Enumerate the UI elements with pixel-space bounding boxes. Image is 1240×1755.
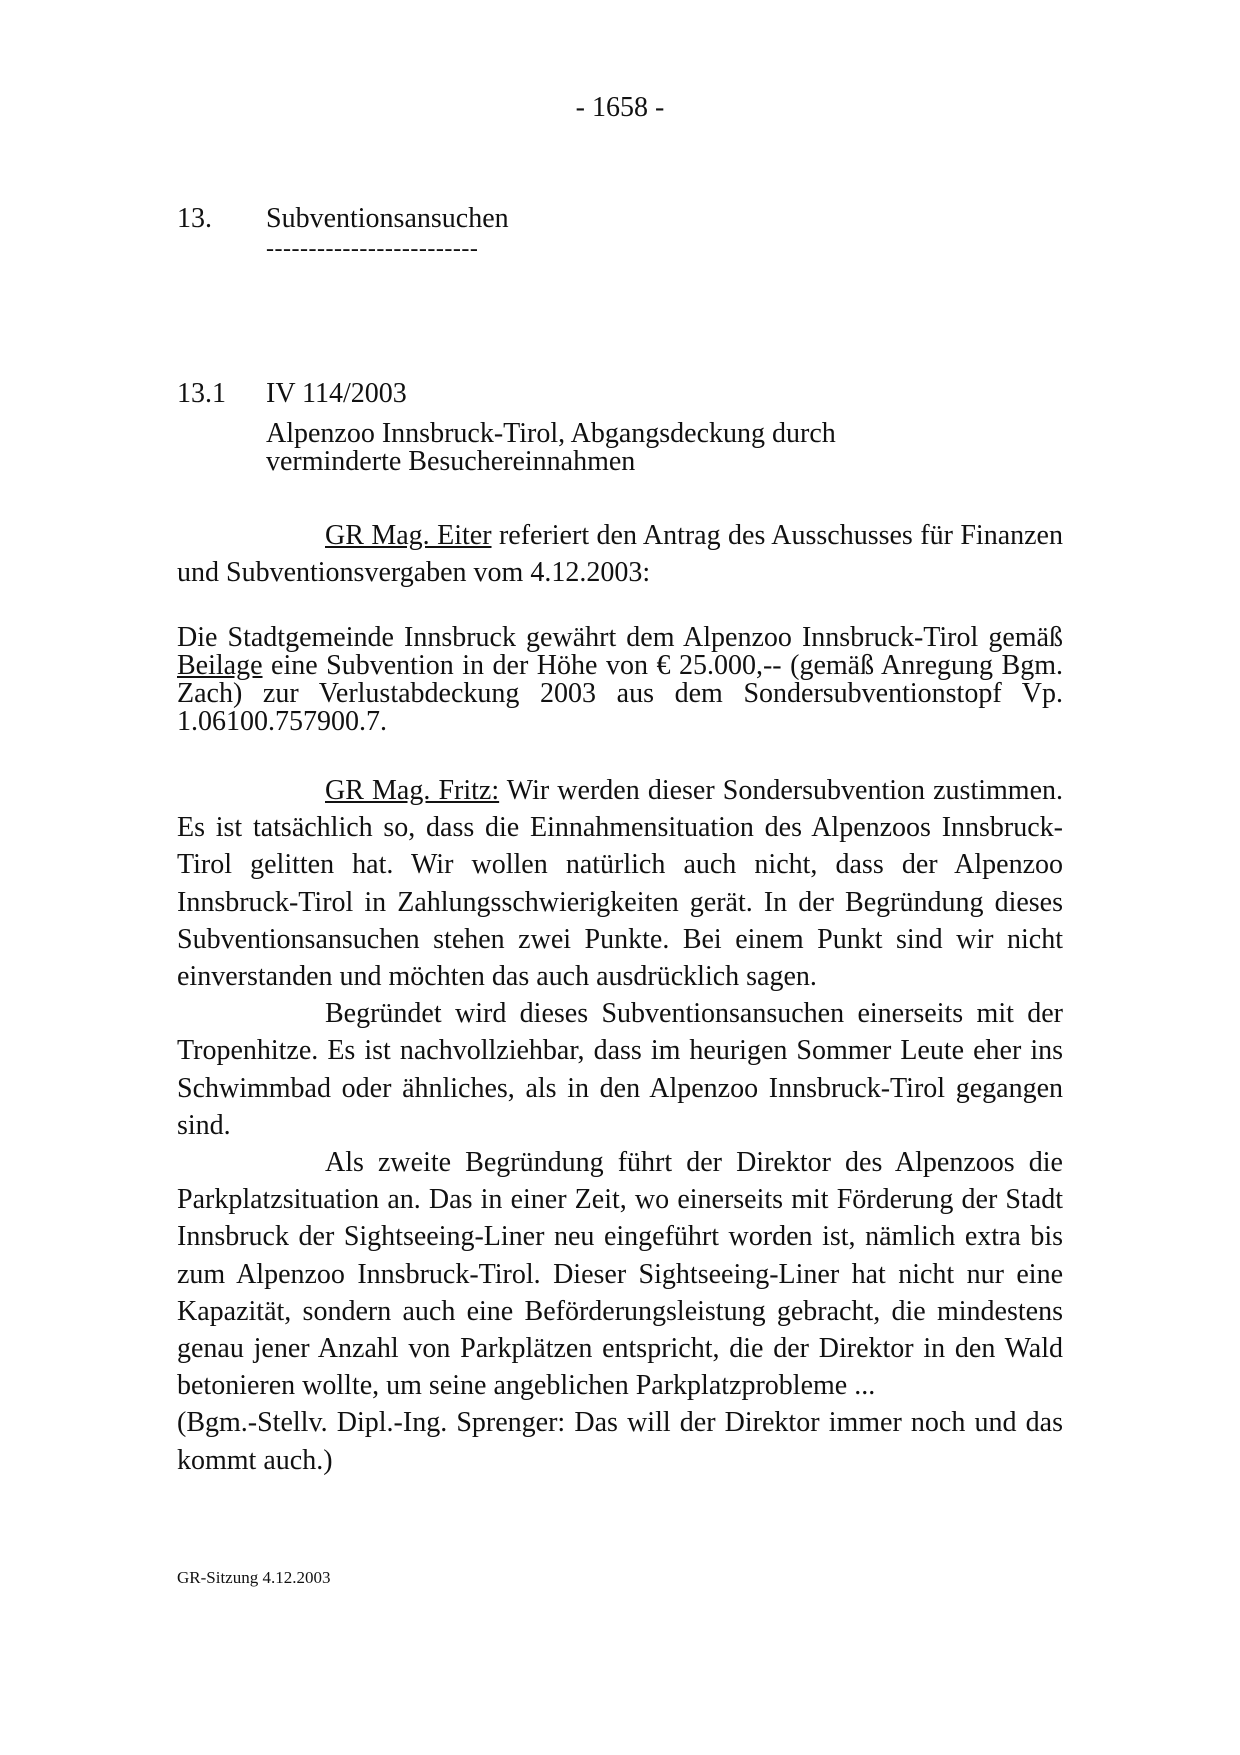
page-number: - 1658 - — [575, 92, 665, 123]
motion-text-part1: Die Stadtgemeinde Innsbruck gewährt dem Alpenzoo Innsbruck-Tirol gemäß — [177, 622, 1063, 653]
intro-paragraph — [177, 517, 1063, 591]
speech-paragraph-1 — [177, 772, 1063, 995]
intro-text: referiert den Antrag des Ausschusses für Finanzen und Subventionsvergaben vom 4.12.2003: — [177, 520, 1063, 589]
beilage-link: Beilage — [177, 650, 263, 681]
interjection: (Bgm.-Stellv. Dipl.-Ing. Sprenger: Das will der Direktor immer noch und das kommt auch.) — [177, 1407, 1063, 1476]
speech-paragraph-2: Begründet wird dieses Subventionsansuchen einerseits mit der Tropenhitze. Es ist nachvollziehbar, dass im heurigen Sommer Leute eher ins Schwimmbad oder ähnliches, als in den Alpenzoo Innsbruck-Tirol gegangen sind. — [177, 998, 1063, 1141]
subsection-number: 13.1 — [177, 378, 226, 409]
subsection-description — [266, 420, 966, 476]
motion-paragraph — [177, 624, 1063, 736]
footer-session-date: GR-Sitzung 4.12.2003 — [177, 1568, 331, 1587]
subsection-description-line1: Alpenzoo Innsbruck-Tirol, Abgangsdeckung durch — [266, 418, 836, 449]
speech-paragraph-3: Als zweite Begründung führt der Direktor des Alpenzoos die Parkplatzsituation an. Das in einer Zeit, wo einerseits mit Förderung der Stadt Innsbruck der Sightseeing-Liner neu eingeführt worden ist, nämlich extra bis zum Alpenzoo Innsbruck-Tirol. Dieser Sightseeing-Liner hat nicht nur eine Kapazität, sondern auch eine Beförderungsleistung gebracht, die mindestens genau jener Anzahl von Parkplätzen entspricht, die der Direktor in den Wald betonieren wollte, um seine angeblichen Parkplatzprobleme ... — [177, 1147, 1063, 1402]
section-number: 13. — [177, 203, 212, 234]
subsection-reference: IV 114/2003 — [266, 378, 407, 409]
section-title-rule: ------------------------- — [266, 236, 479, 262]
speech-text-1: Wir werden dieser Sondersubvention zustimmen. Es ist tatsächlich so, dass die Einnahmensituation des Alpenzoos Innsbruck-Tirol gelitten hat. Wir wollen natürlich auch nicht, dass der Alpenzoo Innsbruck-Tirol in Zahlungsschwierigkeiten gerät. In der Begründung dieses Subventionsansuchen stehen zwei Punkte. Bei einem Punkt sind wir nicht einverstanden und möchten das auch ausdrücklich sagen. — [177, 775, 1063, 993]
subsection-description-line2: verminderte Besuchereinnahmen — [266, 446, 636, 477]
speech-block — [177, 772, 1063, 1479]
motion-text-part2: eine Subvention in der Höhe von € 25.000,-- (gemäß Anregung Bgm. Zach) zur Verlustabdeckung 2003 aus dem Sondersubventionstopf Vp. 1.06100.757900.7. — [177, 650, 1063, 737]
speaker-fritz: GR Mag. Fritz: — [325, 775, 500, 806]
section-title: Subventionsansuchen — [266, 203, 509, 234]
speaker-eiter: GR Mag. Eiter — [325, 520, 492, 551]
